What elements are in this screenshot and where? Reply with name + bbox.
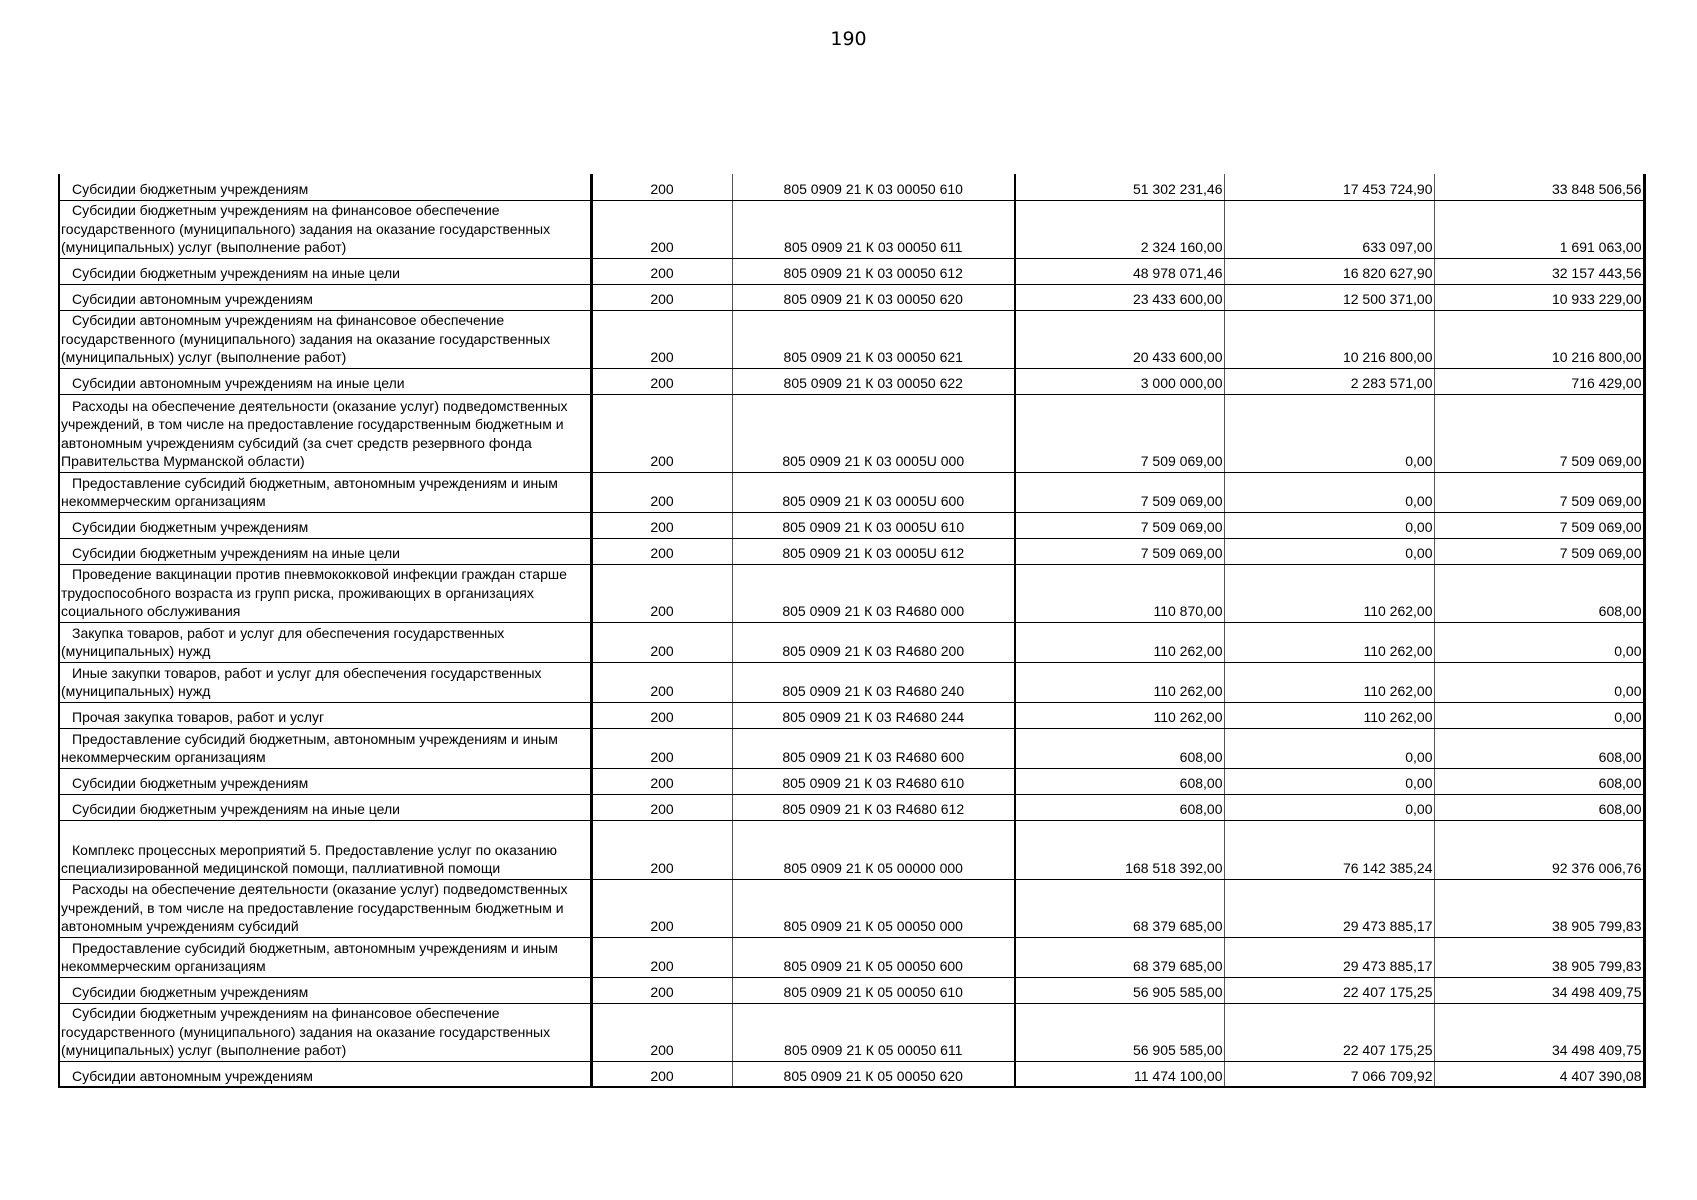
table-row — [59, 1003, 1644, 1061]
row-name: Субсидии бюджетным учреждениям — [59, 512, 591, 538]
row-classification-code: 805 0909 21 К 03 00050 622 — [732, 368, 1015, 394]
row-remaining-amount: 38 905 799,83 — [1434, 937, 1644, 977]
row-admin-code: 200 — [591, 200, 732, 258]
row-name: Субсидии бюджетным учреждениям на иные цели — [59, 258, 591, 284]
row-name: Субсидии бюджетным учреждениям на иные цели — [59, 794, 591, 820]
row-executed-amount: 0,00 — [1224, 512, 1434, 538]
row-admin-code: 200 — [591, 728, 732, 768]
row-admin-code: 200 — [591, 538, 732, 564]
row-classification-code: 805 0909 21 К 03 0005U 000 — [732, 394, 1015, 472]
row-executed-amount: 7 066 709,92 — [1224, 1061, 1434, 1087]
row-admin-code: 200 — [591, 310, 732, 368]
table-row — [59, 820, 1644, 879]
row-classification-code: 805 0909 21 К 03 R4680 610 — [732, 768, 1015, 794]
row-admin-code: 200 — [591, 702, 732, 728]
row-admin-code: 200 — [591, 820, 732, 879]
row-executed-amount: 110 262,00 — [1224, 564, 1434, 622]
row-classification-code: 805 0909 21 К 05 00050 000 — [732, 879, 1015, 937]
table-row — [59, 200, 1644, 258]
row-name: Закупка товаров, работ и услуг для обеспечения государственных (муниципальных) нужд — [59, 622, 591, 662]
table-row — [59, 512, 1644, 538]
row-remaining-amount: 7 509 069,00 — [1434, 472, 1644, 512]
row-classification-code: 805 0909 21 К 03 00050 611 — [732, 200, 1015, 258]
row-executed-amount: 76 142 385,24 — [1224, 820, 1434, 879]
row-name: Субсидии бюджетным учреждениям на финансовое обеспечение государственного (муниципального) задания на оказание государственных (муниципальных) услуг (выполнение работ) — [59, 1003, 591, 1061]
row-admin-code: 200 — [591, 284, 732, 310]
row-name: Предоставление субсидий бюджетным, автономным учреждениям и иным некоммерческим организациям — [59, 472, 591, 512]
row-approved-amount: 110 262,00 — [1015, 702, 1224, 728]
row-remaining-amount: 38 905 799,83 — [1434, 879, 1644, 937]
row-approved-amount: 56 905 585,00 — [1015, 1003, 1224, 1061]
row-approved-amount: 608,00 — [1015, 794, 1224, 820]
row-classification-code: 805 0909 21 К 03 0005U 610 — [732, 512, 1015, 538]
table-row — [59, 794, 1644, 820]
table-row — [59, 368, 1644, 394]
row-remaining-amount: 1 691 063,00 — [1434, 200, 1644, 258]
row-admin-code: 200 — [591, 879, 732, 937]
row-approved-amount: 51 302 231,46 — [1015, 174, 1224, 200]
row-remaining-amount: 7 509 069,00 — [1434, 512, 1644, 538]
row-admin-code: 200 — [591, 977, 732, 1003]
row-classification-code: 805 0909 21 К 05 00050 610 — [732, 977, 1015, 1003]
row-name: Прочая закупка товаров, работ и услуг — [59, 702, 591, 728]
table-row — [59, 538, 1644, 564]
table-row — [59, 394, 1644, 472]
row-classification-code: 805 0909 21 К 03 R4680 000 — [732, 564, 1015, 622]
row-admin-code: 200 — [591, 622, 732, 662]
row-remaining-amount: 0,00 — [1434, 702, 1644, 728]
row-approved-amount: 3 000 000,00 — [1015, 368, 1224, 394]
row-remaining-amount: 608,00 — [1434, 564, 1644, 622]
table-row — [59, 1061, 1644, 1087]
row-executed-amount: 633 097,00 — [1224, 200, 1434, 258]
row-classification-code: 805 0909 21 К 03 R4680 240 — [732, 662, 1015, 702]
row-approved-amount: 7 509 069,00 — [1015, 472, 1224, 512]
row-executed-amount: 0,00 — [1224, 472, 1434, 512]
table-row — [59, 728, 1644, 768]
row-remaining-amount: 0,00 — [1434, 622, 1644, 662]
row-classification-code: 805 0909 21 К 05 00000 000 — [732, 820, 1015, 879]
row-admin-code: 200 — [591, 662, 732, 702]
row-name: Субсидии автономным учреждениям — [59, 1061, 591, 1087]
row-name: Субсидии автономным учреждениям на финансовое обеспечение государственного (муниципального) задания на оказание государственных (муниципальных) услуг (выполнение работ) — [59, 310, 591, 368]
row-admin-code: 200 — [591, 512, 732, 538]
row-admin-code: 200 — [591, 768, 732, 794]
row-approved-amount: 168 518 392,00 — [1015, 820, 1224, 879]
row-classification-code: 805 0909 21 К 03 00050 621 — [732, 310, 1015, 368]
row-name: Субсидии автономным учреждениям на иные цели — [59, 368, 591, 394]
row-admin-code: 200 — [591, 794, 732, 820]
row-admin-code: 200 — [591, 174, 732, 200]
table-row — [59, 702, 1644, 728]
row-executed-amount: 0,00 — [1224, 768, 1434, 794]
row-classification-code: 805 0909 21 К 05 00050 611 — [732, 1003, 1015, 1061]
row-classification-code: 805 0909 21 К 03 0005U 612 — [732, 538, 1015, 564]
row-executed-amount: 110 262,00 — [1224, 622, 1434, 662]
row-name: Субсидии бюджетным учреждениям — [59, 768, 591, 794]
row-executed-amount: 2 283 571,00 — [1224, 368, 1434, 394]
row-classification-code: 805 0909 21 К 03 R4680 244 — [732, 702, 1015, 728]
row-name: Расходы на обеспечение деятельности (оказание услуг) подведомственных учреждений, в том числе на предоставление государственным бюджетным и автономным учреждениям субсидий — [59, 879, 591, 937]
row-approved-amount: 48 978 071,46 — [1015, 258, 1224, 284]
row-name: Субсидии бюджетным учреждениям на финансовое обеспечение государственного (муниципального) задания на оказание государственных (муниципальных) услуг (выполнение работ) — [59, 200, 591, 258]
row-approved-amount: 608,00 — [1015, 768, 1224, 794]
row-name: Предоставление субсидий бюджетным, автономным учреждениям и иным некоммерческим организациям — [59, 937, 591, 977]
row-name: Субсидии бюджетным учреждениям — [59, 174, 591, 200]
row-name: Субсидии автономным учреждениям — [59, 284, 591, 310]
row-name: Комплекс процессных мероприятий 5. Предоставление услуг по оказанию специализированной медицинской помощи, паллиативной помощи — [59, 820, 591, 879]
row-remaining-amount: 92 376 006,76 — [1434, 820, 1644, 879]
row-name: Иные закупки товаров, работ и услуг для обеспечения государственных (муниципальных) нужд — [59, 662, 591, 702]
row-remaining-amount: 7 509 069,00 — [1434, 394, 1644, 472]
row-classification-code: 805 0909 21 К 05 00050 600 — [732, 937, 1015, 977]
row-remaining-amount: 10 216 800,00 — [1434, 310, 1644, 368]
page-number: 190 — [830, 28, 867, 50]
row-approved-amount: 110 262,00 — [1015, 622, 1224, 662]
row-executed-amount: 17 453 724,90 — [1224, 174, 1434, 200]
row-remaining-amount: 32 157 443,56 — [1434, 258, 1644, 284]
row-remaining-amount: 716 429,00 — [1434, 368, 1644, 394]
row-remaining-amount: 10 933 229,00 — [1434, 284, 1644, 310]
row-approved-amount: 110 870,00 — [1015, 564, 1224, 622]
row-classification-code: 805 0909 21 К 03 R4680 200 — [732, 622, 1015, 662]
table-row — [59, 768, 1644, 794]
row-remaining-amount: 4 407 390,08 — [1434, 1061, 1644, 1087]
row-approved-amount: 20 433 600,00 — [1015, 310, 1224, 368]
row-approved-amount: 68 379 685,00 — [1015, 879, 1224, 937]
table-row — [59, 258, 1644, 284]
row-classification-code: 805 0909 21 К 03 00050 620 — [732, 284, 1015, 310]
row-executed-amount: 0,00 — [1224, 394, 1434, 472]
row-name: Субсидии бюджетным учреждениям — [59, 977, 591, 1003]
row-approved-amount: 7 509 069,00 — [1015, 538, 1224, 564]
table-row — [59, 472, 1644, 512]
row-classification-code: 805 0909 21 К 05 00050 620 — [732, 1061, 1015, 1087]
row-remaining-amount: 34 498 409,75 — [1434, 977, 1644, 1003]
row-remaining-amount: 608,00 — [1434, 768, 1644, 794]
row-admin-code: 200 — [591, 472, 732, 512]
row-executed-amount: 10 216 800,00 — [1224, 310, 1434, 368]
row-executed-amount: 29 473 885,17 — [1224, 879, 1434, 937]
table-row — [59, 937, 1644, 977]
table-row — [59, 879, 1644, 937]
table-row — [59, 977, 1644, 1003]
table-row — [59, 310, 1644, 368]
row-admin-code: 200 — [591, 937, 732, 977]
row-classification-code: 805 0909 21 К 03 0005U 600 — [732, 472, 1015, 512]
row-classification-code: 805 0909 21 К 03 R4680 600 — [732, 728, 1015, 768]
table-row — [59, 174, 1644, 200]
row-approved-amount: 110 262,00 — [1015, 662, 1224, 702]
row-remaining-amount: 34 498 409,75 — [1434, 1003, 1644, 1061]
row-approved-amount: 7 509 069,00 — [1015, 512, 1224, 538]
row-executed-amount: 0,00 — [1224, 794, 1434, 820]
row-executed-amount: 110 262,00 — [1224, 702, 1434, 728]
row-executed-amount: 12 500 371,00 — [1224, 284, 1434, 310]
row-approved-amount: 56 905 585,00 — [1015, 977, 1224, 1003]
row-classification-code: 805 0909 21 К 03 R4680 612 — [732, 794, 1015, 820]
row-classification-code: 805 0909 21 К 03 00050 612 — [732, 258, 1015, 284]
table-row — [59, 564, 1644, 622]
row-approved-amount: 608,00 — [1015, 728, 1224, 768]
row-admin-code: 200 — [591, 394, 732, 472]
row-remaining-amount: 608,00 — [1434, 728, 1644, 768]
table-row — [59, 662, 1644, 702]
row-remaining-amount: 7 509 069,00 — [1434, 538, 1644, 564]
row-name: Проведение вакцинации против пневмококковой инфекции граждан старше трудоспособного возраста из групп риска, проживающих в организациях социального обслуживания — [59, 564, 591, 622]
row-name: Субсидии бюджетным учреждениям на иные цели — [59, 538, 591, 564]
row-approved-amount: 23 433 600,00 — [1015, 284, 1224, 310]
row-executed-amount: 0,00 — [1224, 728, 1434, 768]
row-executed-amount: 22 407 175,25 — [1224, 1003, 1434, 1061]
row-remaining-amount: 0,00 — [1434, 662, 1644, 702]
row-remaining-amount: 608,00 — [1434, 794, 1644, 820]
row-approved-amount: 68 379 685,00 — [1015, 937, 1224, 977]
row-executed-amount: 0,00 — [1224, 538, 1434, 564]
row-name: Предоставление субсидий бюджетным, автономным учреждениям и иным некоммерческим организациям — [59, 728, 591, 768]
row-approved-amount: 7 509 069,00 — [1015, 394, 1224, 472]
row-executed-amount: 110 262,00 — [1224, 662, 1434, 702]
row-admin-code: 200 — [591, 1003, 732, 1061]
row-admin-code: 200 — [591, 1061, 732, 1087]
row-executed-amount: 16 820 627,90 — [1224, 258, 1434, 284]
budget-table — [58, 174, 1646, 1088]
row-admin-code: 200 — [591, 368, 732, 394]
row-executed-amount: 22 407 175,25 — [1224, 977, 1434, 1003]
row-approved-amount: 2 324 160,00 — [1015, 200, 1224, 258]
row-remaining-amount: 33 848 506,56 — [1434, 174, 1644, 200]
table-row — [59, 284, 1644, 310]
row-classification-code: 805 0909 21 К 03 00050 610 — [732, 174, 1015, 200]
row-executed-amount: 29 473 885,17 — [1224, 937, 1434, 977]
row-admin-code: 200 — [591, 258, 732, 284]
row-admin-code: 200 — [591, 564, 732, 622]
table-row — [59, 622, 1644, 662]
row-approved-amount: 11 474 100,00 — [1015, 1061, 1224, 1087]
row-name: Расходы на обеспечение деятельности (оказание услуг) подведомственных учреждений, в том числе на предоставление государственным бюджетным и автономным учреждениям субсидий (за счет средств резервного фонда Правительства Мурманской области) — [59, 394, 591, 472]
